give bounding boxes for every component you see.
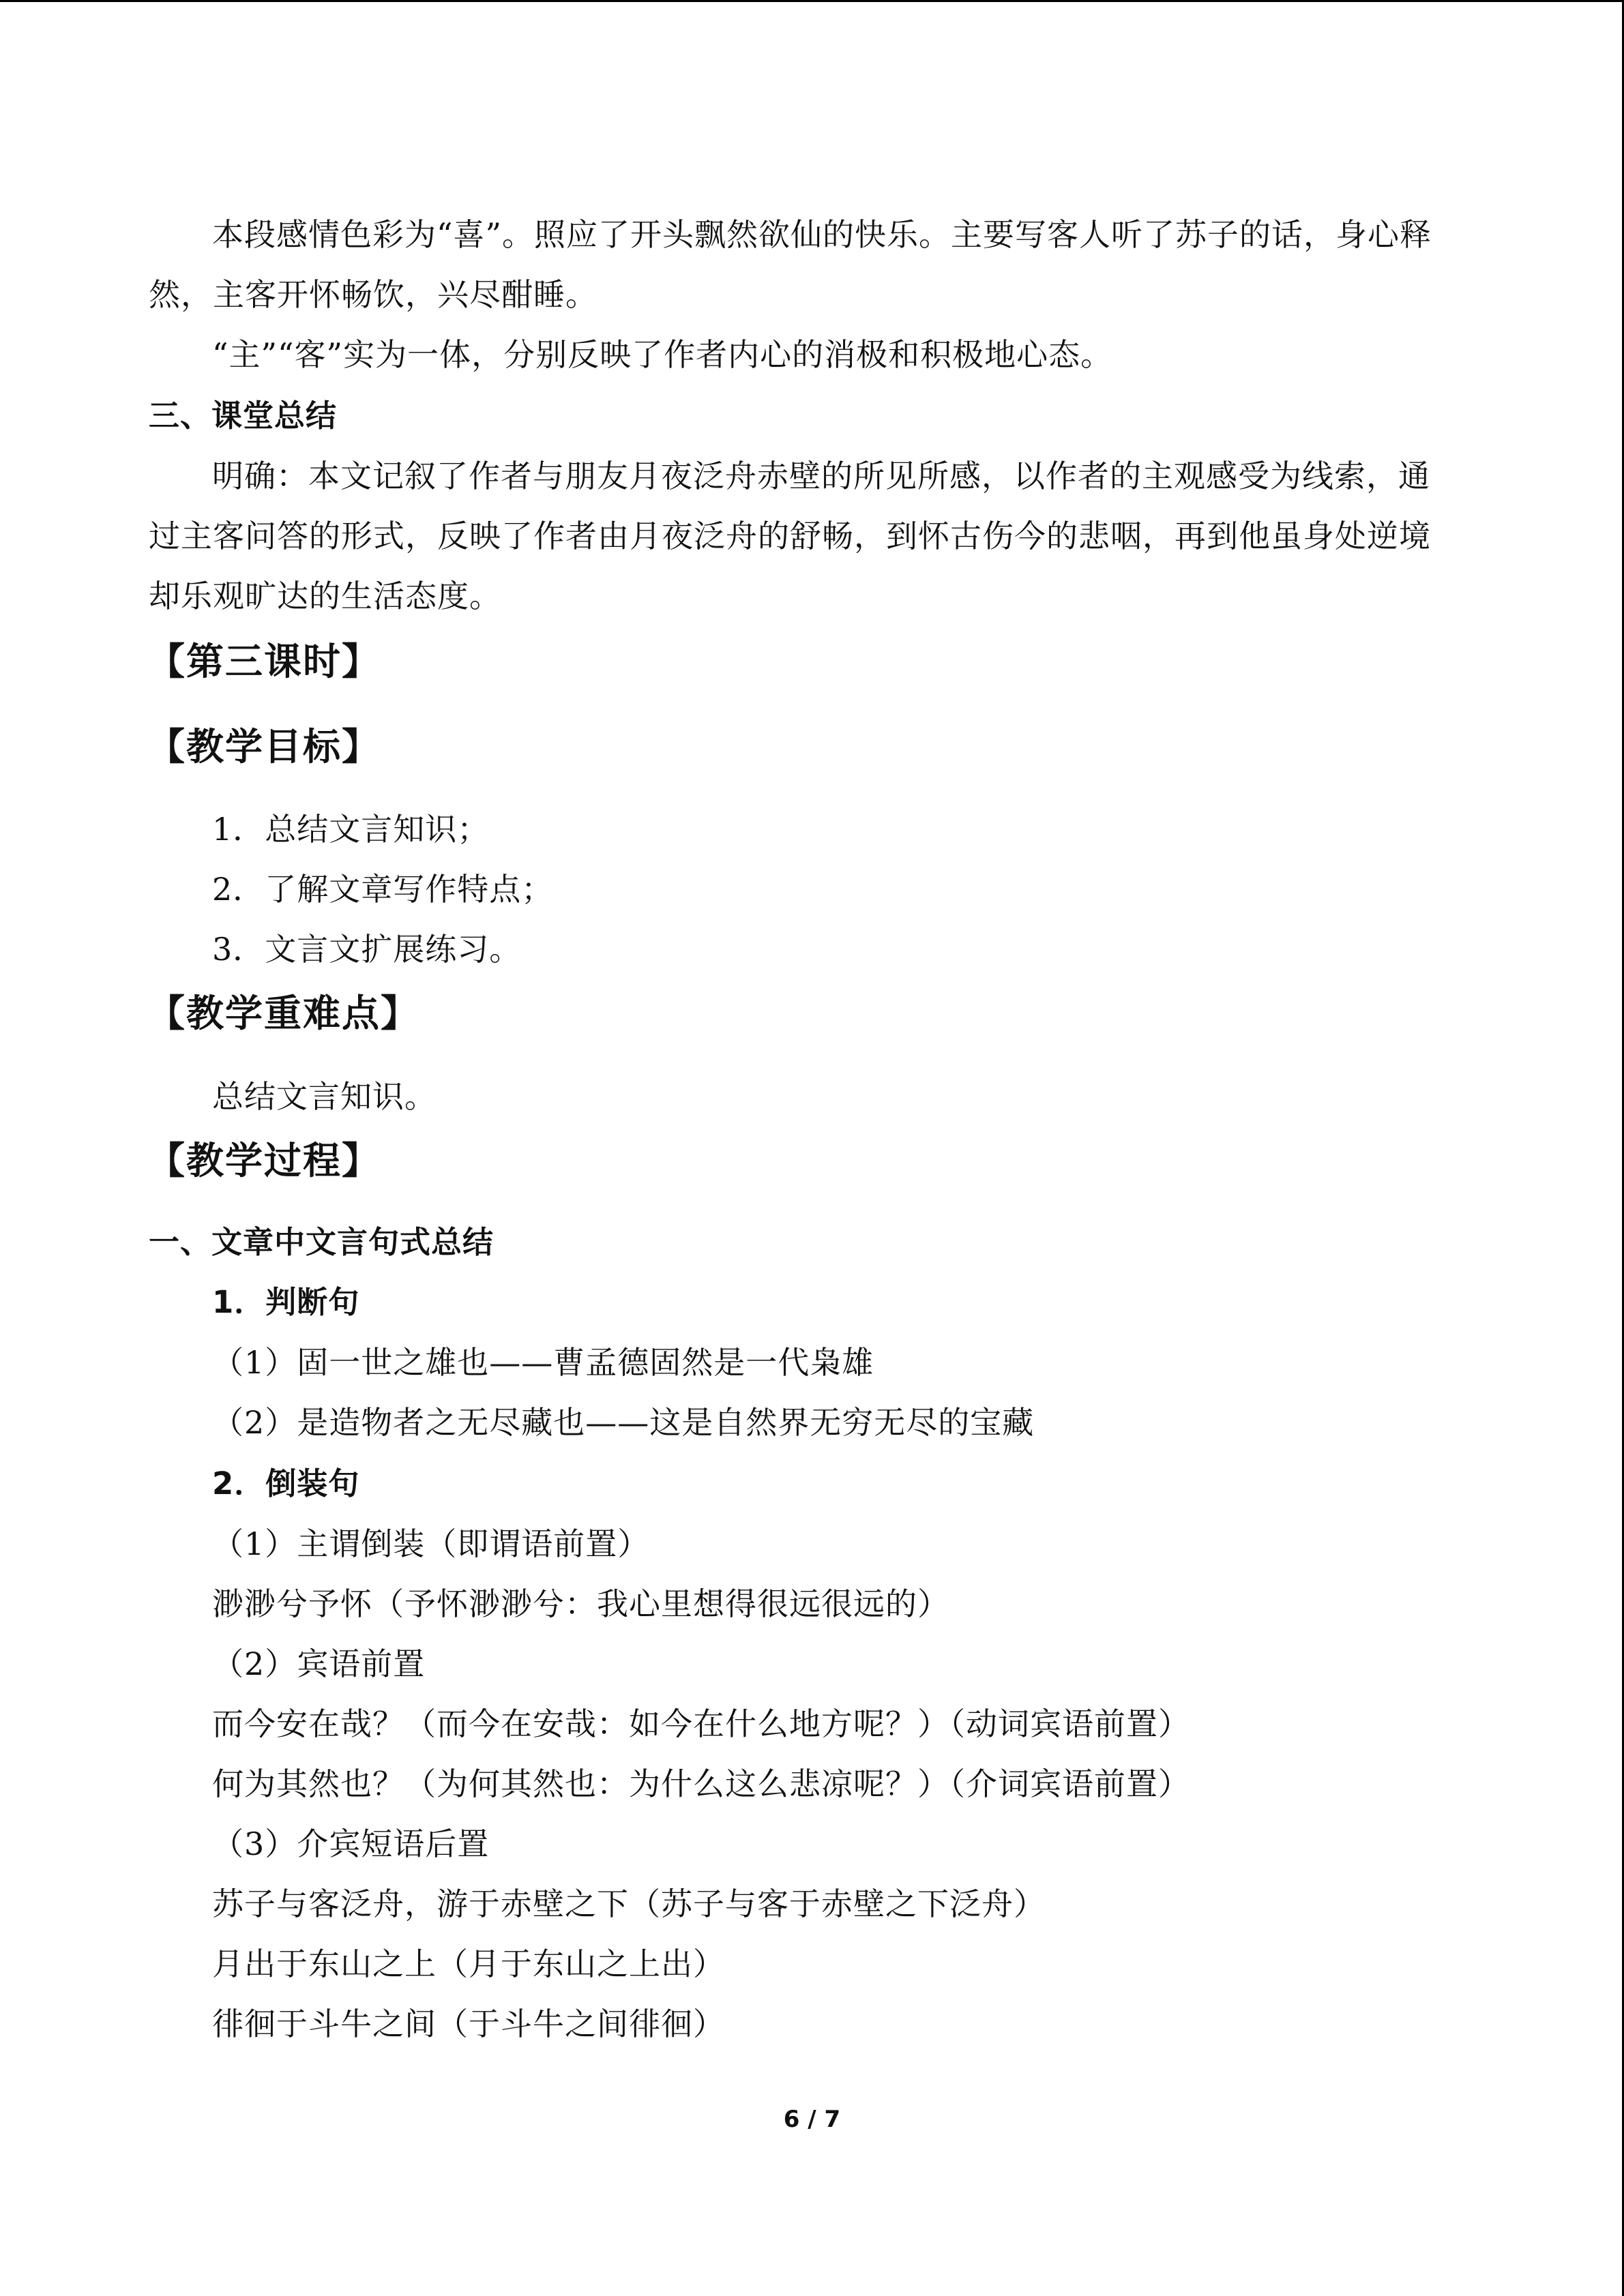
list-item: （2）宾语前置 [212, 1645, 426, 1682]
list-item: （3）介宾短语后置 [212, 1825, 490, 1862]
list-item: （1）固一世之雄也——曹孟德固然是一代枭雄 [212, 1344, 874, 1381]
process-heading: 【教学过程】 [147, 1139, 381, 1182]
list-item: 苏子与客泛舟，游于赤壁之下（苏子与客于赤壁之下泛舟） [212, 1885, 1046, 1922]
paragraph-line: 然，主客开怀畅饮，兴尽酣睡。 [149, 276, 597, 313]
objective-item: 2．了解文章写作特点； [212, 871, 554, 908]
list-item: 何为其然也？（为何其然也：为什么这么悲凉呢？）（介词宾语前置） [212, 1765, 1190, 1802]
paragraph-line: “主”“客”实为一体，分别反映了作者内心的消极和积极地心态。 [212, 336, 1113, 373]
paragraph-line: 本段感情色彩为“喜”。照应了开头飘然欲仙的快乐。主要写客人听了苏子的话，身心释 [212, 216, 1432, 253]
subsection-heading: 2．倒装句 [212, 1465, 360, 1502]
key-points-text: 总结文言知识。 [212, 1078, 437, 1115]
page-number: 6 / 7 [783, 2106, 841, 2133]
paragraph-line: 明确：本文记叙了作者与朋友月夜泛舟赤壁的所见所感，以作者的主观感受为线索，通 [212, 458, 1430, 494]
list-item: （1）主谓倒装（即谓语前置） [212, 1525, 650, 1562]
objective-item: 1．总结文言知识； [212, 811, 490, 848]
section-heading: 三、课堂总结 [149, 398, 338, 434]
list-item: （2）是造物者之无尽藏也——这是自然界无穷无尽的宝藏 [212, 1404, 1035, 1441]
key-points-heading: 【教学重难点】 [147, 992, 420, 1035]
paragraph-line: 过主客问答的形式，反映了作者由月夜泛舟的舒畅，到怀古伤今的悲咽，再到他虽身处逆境 [149, 518, 1431, 554]
lesson-title: 【第三课时】 [147, 640, 381, 683]
subsection-heading: 1．判断句 [212, 1284, 360, 1320]
paragraph-line: 却乐观旷达的生活态度。 [149, 578, 501, 614]
section-heading: 一、文章中文言句式总结 [149, 1224, 494, 1260]
list-item: 渺渺兮予怀（予怀渺渺兮：我心里想得很远很远的） [212, 1585, 949, 1622]
list-item: 而今安在哉？（而今在安哉：如今在什么地方呢？）（动词宾语前置） [212, 1705, 1190, 1742]
list-item: 月出于东山之上（月于东山之上出） [212, 1945, 725, 1982]
objectives-heading: 【教学目标】 [147, 725, 381, 769]
list-item: 徘徊于斗牛之间（于斗牛之间徘徊） [212, 2006, 725, 2042]
objective-item: 3．文言文扩展练习。 [212, 931, 522, 968]
